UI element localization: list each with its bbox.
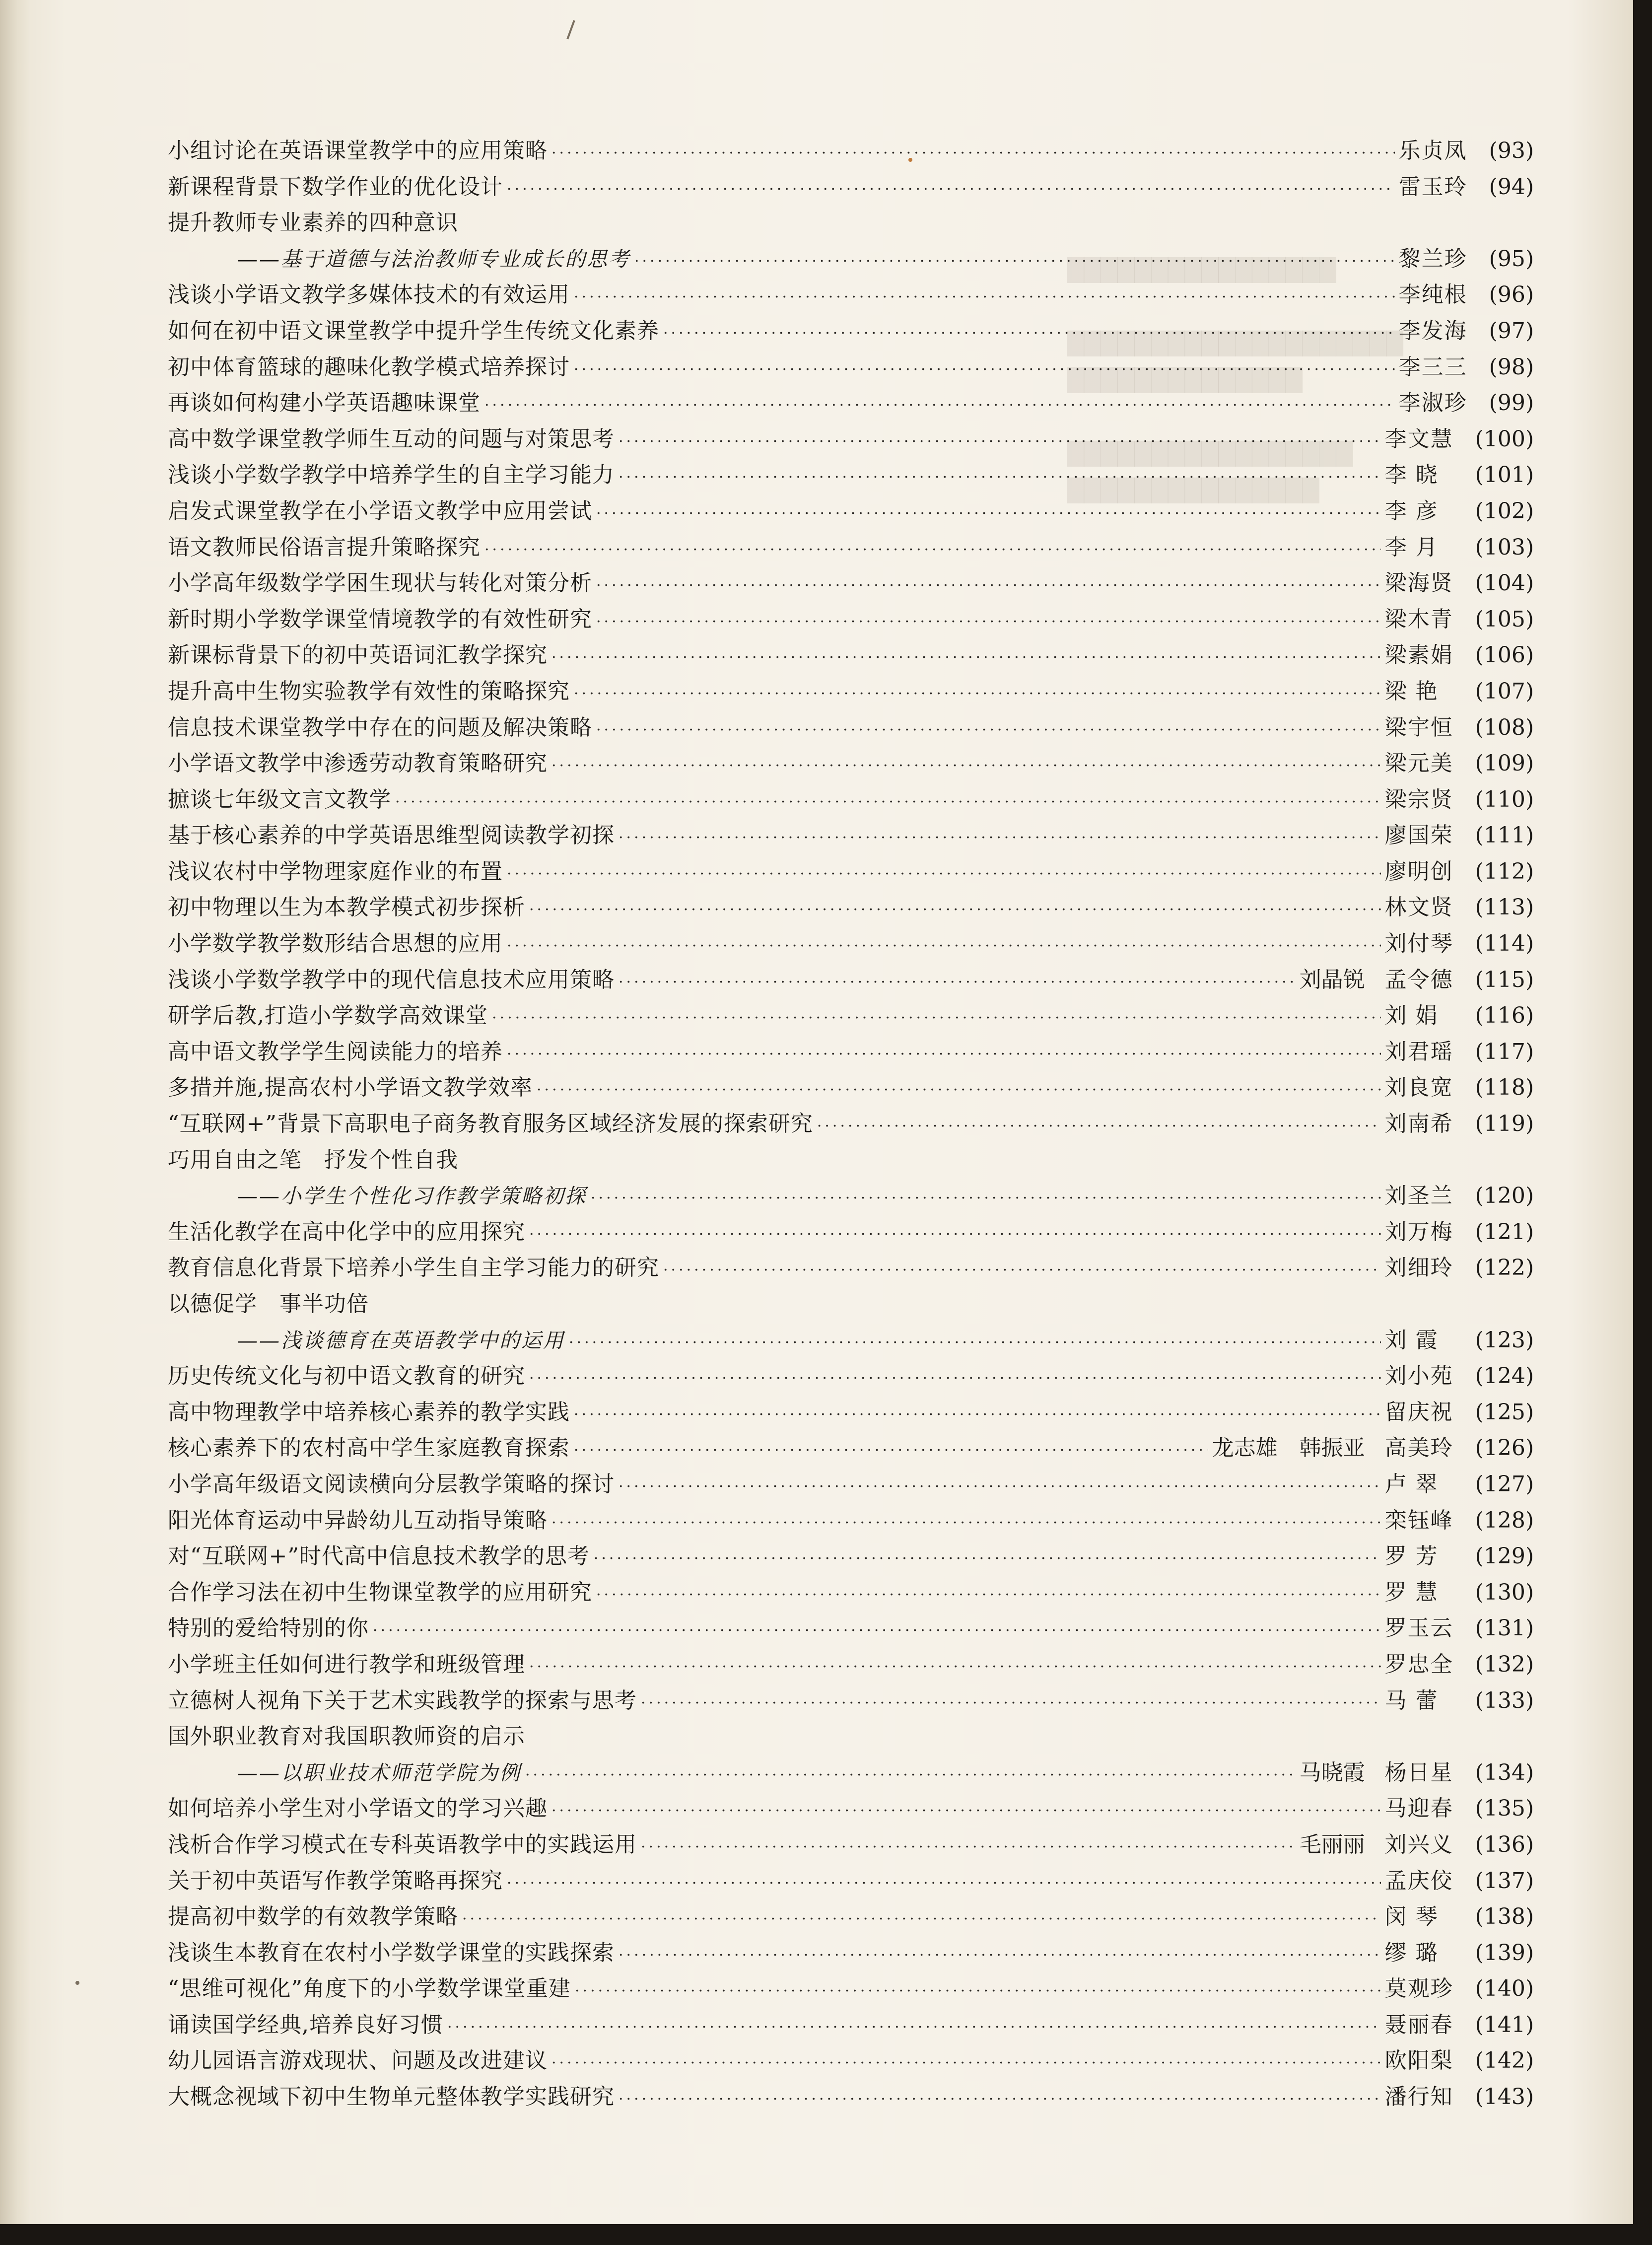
- entry-page-number: (124): [1475, 1363, 1534, 1389]
- entry-title: 摭谈七年级文言文教学: [168, 786, 391, 812]
- toc-entry: [168, 421, 1534, 458]
- entry-title: 关于初中英语写作教学策略再探究: [168, 1868, 503, 1894]
- entry-title: 初中物理以生为本教学模式初步探析: [168, 895, 525, 920]
- entry-page-number: (141): [1475, 2012, 1534, 2037]
- entry-author: 李文慧: [1384, 426, 1453, 452]
- dot-leader: [484, 388, 1395, 424]
- entry-author: 聂丽春: [1384, 2012, 1453, 2037]
- entry-title: 新课标背景下的初中英语词汇教学探究: [168, 642, 548, 668]
- entry-author: 马 蕾: [1384, 1687, 1439, 1713]
- dot-leader: [507, 1037, 1381, 1073]
- toc-entry: [168, 962, 1534, 998]
- toc-entry: [168, 1358, 1534, 1395]
- entry-title: 启发式课堂教学在小学语文教学中应用尝试: [168, 498, 592, 524]
- toc-entry: [168, 1575, 1534, 1611]
- entry-author: 李发海: [1398, 318, 1467, 344]
- entry-subtitle: ——浅谈德育在英语教学中的运用: [237, 1328, 565, 1352]
- dot-leader: [574, 1433, 1208, 1469]
- toc-entry: [168, 1430, 1534, 1467]
- entry-page-number: (106): [1475, 642, 1534, 668]
- toc-entry: [168, 1611, 1534, 1647]
- entry-author: 马迎春: [1384, 1796, 1453, 1822]
- toc-entry: [168, 350, 1534, 386]
- toc-entry: [168, 565, 1534, 602]
- entry-author: 莫观珍: [1384, 1976, 1453, 2002]
- toc-entry: [168, 2079, 1534, 2115]
- toc-entry: [168, 2043, 1534, 2079]
- entry-title: 以德促学 事半功倍: [168, 1291, 369, 1317]
- entry-title: 新课程背景下数学作业的优化设计: [168, 174, 503, 200]
- toc-entry: [168, 818, 1534, 854]
- entry-author: 刘兴义: [1384, 1831, 1453, 1857]
- entry-title: 浅析合作学习模式在专科英语教学中的实践运用: [168, 1831, 637, 1857]
- toc-entry: [168, 277, 1534, 313]
- dot-leader: [619, 460, 1381, 496]
- toc-subtitle-row: [168, 1178, 1534, 1214]
- entry-author: 孟令德: [1384, 967, 1453, 992]
- entry-page-number: (93): [1489, 138, 1534, 163]
- entry-author: 梁 艳: [1384, 678, 1439, 704]
- dot-leader: [663, 1253, 1381, 1289]
- entry-page-number: (102): [1475, 498, 1534, 524]
- dot-leader: [537, 1072, 1381, 1109]
- dot-leader: [462, 1901, 1381, 1938]
- entry-title: 初中体育篮球的趣味化教学模式培养探讨: [168, 354, 570, 380]
- entry-author: 雷玉玲: [1398, 174, 1467, 200]
- entry-author: 欧阳梨: [1384, 2048, 1453, 2074]
- entry-page-number: (143): [1475, 2084, 1534, 2110]
- entry-page-number: (112): [1475, 858, 1534, 884]
- entry-page-number: (122): [1475, 1255, 1534, 1281]
- dot-leader: [373, 1613, 1381, 1649]
- dot-leader: [619, 424, 1381, 460]
- entry-page-number: (131): [1475, 1615, 1534, 1641]
- toc-entry: [168, 1034, 1534, 1070]
- entry-page-number: (110): [1475, 786, 1534, 812]
- toc-entry: [168, 1214, 1534, 1251]
- entry-title: 历史传统文化与初中语文教育的研究: [168, 1363, 525, 1389]
- entry-title: 巧用自由之笔 抒发个性自我: [168, 1147, 458, 1173]
- dot-leader: [574, 352, 1395, 388]
- toc-entry: [168, 710, 1534, 746]
- entry-page-number: (140): [1475, 1976, 1534, 2002]
- dot-leader: [529, 1217, 1381, 1253]
- entry-page-number: (104): [1475, 570, 1534, 596]
- dot-leader: [619, 965, 1296, 1001]
- dot-leader: [484, 532, 1381, 568]
- entry-title: 高中物理教学中培养核心素养的教学实践: [168, 1399, 570, 1425]
- entry-page-number: (128): [1475, 1507, 1534, 1533]
- entry-author: 刘万梅: [1384, 1219, 1453, 1245]
- toc-entry: [168, 1106, 1534, 1142]
- toc-subtitle-row: [168, 1755, 1534, 1791]
- entry-author: 李淑珍: [1398, 390, 1467, 416]
- entry-title: 小学语文教学中渗透劳动教育策略研究: [168, 751, 548, 776]
- dot-leader: [619, 820, 1381, 856]
- dot-leader: [574, 1397, 1381, 1433]
- entry-title: 再谈如何构建小学英语趣味课堂: [168, 390, 481, 416]
- toc-entry: [168, 1250, 1534, 1286]
- entry-title: 高中语文教学学生阅读能力的培养: [168, 1039, 503, 1064]
- dot-leader: [596, 496, 1381, 532]
- dot-leader: [596, 604, 1381, 640]
- entry-page-number: (121): [1475, 1219, 1534, 1245]
- dot-leader: [817, 1109, 1381, 1145]
- entry-title: 浅谈小学数学教学中的现代信息技术应用策略: [168, 967, 615, 992]
- dot-leader: [551, 1793, 1381, 1829]
- entry-author: 卢 翠: [1384, 1471, 1439, 1497]
- entry-page-number: (134): [1475, 1759, 1534, 1785]
- bleed-through-text: ████████████████ ████████████████████ ██████████████ █████████████████ ███████████████: [1067, 258, 1403, 503]
- entry-page-number: (114): [1475, 931, 1534, 957]
- entry-page-number: (130): [1475, 1579, 1534, 1605]
- toc-entry: [168, 457, 1534, 493]
- dot-leader: [447, 2010, 1381, 2046]
- toc-entry: [168, 674, 1534, 710]
- entry-title: 浅谈小学语文教学多媒体技术的有效运用: [168, 282, 570, 308]
- entry-page-number: (136): [1475, 1831, 1534, 1857]
- dot-leader: [551, 136, 1395, 172]
- toc-entry: [168, 602, 1534, 638]
- toc-entry: [168, 637, 1534, 674]
- entry-title: 阳光体育运动中异龄幼儿互动指导策略: [168, 1507, 548, 1533]
- entry-author: 高美玲: [1384, 1435, 1453, 1461]
- entry-title: 小学数学教学数形结合思想的应用: [168, 931, 503, 957]
- entry-page-number: (107): [1475, 678, 1534, 704]
- entry-title: 国外职业教育对我国职教师资的启示: [168, 1724, 525, 1750]
- entry-author: 李纯根: [1398, 282, 1467, 308]
- toc-subtitle-row: [168, 1323, 1534, 1359]
- entry-author: 梁海贤: [1384, 570, 1453, 596]
- toc-entry: [168, 1827, 1534, 1863]
- entry-title: “思维可视化”角度下的小学数学课堂重建: [168, 1976, 571, 2002]
- pen-mark: [566, 20, 575, 40]
- dot-leader: [529, 892, 1381, 928]
- entry-author: 梁宗贤: [1384, 786, 1453, 812]
- entry-author: 李 月: [1384, 534, 1439, 560]
- entry-author: 罗玉云: [1384, 1615, 1453, 1641]
- entry-author: 缪 璐: [1384, 1940, 1439, 1965]
- entry-author: 刘南希: [1384, 1111, 1453, 1137]
- entry-page-number: (97): [1489, 318, 1534, 344]
- entry-author: 孟庆佼: [1384, 1868, 1453, 1894]
- dot-leader: [575, 1973, 1381, 2010]
- dot-leader: [507, 856, 1381, 893]
- dot-leader: [574, 676, 1381, 712]
- entry-page-number: (127): [1475, 1471, 1534, 1497]
- entry-author: 梁元美: [1384, 751, 1453, 776]
- entry-author: 刘细玲: [1384, 1255, 1453, 1281]
- entry-page-number: (116): [1475, 1003, 1534, 1029]
- dot-leader: [525, 1757, 1296, 1794]
- entry-author: 刘良宽: [1384, 1075, 1453, 1101]
- entry-author: 闵 琴: [1384, 1904, 1439, 1930]
- entry-subtitle: ——以职业技术师范学院为例: [237, 1760, 521, 1785]
- entry-author: 林文贤: [1384, 895, 1453, 920]
- entry-title: 特别的爱给特别的你: [168, 1615, 369, 1641]
- dot-leader: [619, 2082, 1381, 2118]
- dot-leader: [596, 712, 1381, 749]
- dot-leader: [507, 172, 1395, 208]
- toc-heading-row: [168, 205, 1534, 241]
- dot-leader: [594, 1541, 1381, 1577]
- ink-speck: [908, 158, 912, 162]
- entry-title: 小组讨论在英语课堂教学中的应用策略: [168, 138, 548, 163]
- table-of-contents: [168, 133, 1534, 2115]
- entry-title: 核心素养下的农村高中学生家庭教育探索: [168, 1435, 570, 1461]
- toc-heading-row: [168, 1142, 1534, 1179]
- entry-page-number: (99): [1489, 390, 1534, 416]
- dot-leader: [663, 316, 1395, 352]
- toc-entry: [168, 998, 1534, 1034]
- entry-page-number: (142): [1475, 2048, 1534, 2074]
- entry-title: 小学高年级语文阅读横向分层教学策略的探讨: [168, 1471, 615, 1497]
- toc-entry: [168, 1683, 1534, 1719]
- dot-leader: [395, 784, 1381, 821]
- entry-title: 信息技术课堂教学中存在的问题及解决策略: [168, 714, 592, 740]
- entry-page-number: (126): [1475, 1435, 1534, 1461]
- dot-leader: [619, 1938, 1381, 1974]
- entry-subtitle: ——基于道德与法治教师专业成长的思考: [237, 247, 630, 271]
- toc-entry: [168, 493, 1534, 530]
- entry-title: 提升高中生物实验教学有效性的策略探究: [168, 678, 570, 704]
- entry-author: 刘圣兰: [1384, 1183, 1453, 1209]
- entry-title: 基于核心素养的中学英语思维型阅读教学初探: [168, 823, 615, 848]
- toc-entry: [168, 1899, 1534, 1935]
- entry-coauthor: 龙志雄 韩振亚: [1212, 1435, 1365, 1461]
- toc-entry: [168, 313, 1534, 350]
- entry-author: 刘付琴: [1384, 931, 1453, 957]
- entry-author: 罗 芳: [1384, 1543, 1439, 1569]
- entry-page-number: (117): [1475, 1039, 1534, 1064]
- dot-leader: [634, 244, 1395, 280]
- toc-entry: [168, 1791, 1534, 1827]
- entry-title: 生活化教学在高中化学中的应用探究: [168, 1219, 525, 1245]
- dot-leader: [641, 1829, 1296, 1866]
- entry-title: 新时期小学数学课堂情境教学的有效性研究: [168, 606, 592, 632]
- entry-title: 浅谈小学数学教学中培养学生的自主学习能力: [168, 462, 615, 488]
- entry-title: 对“互联网+”时代高中信息技术教学的思考: [168, 1543, 590, 1569]
- entry-author: 罗忠全: [1384, 1651, 1453, 1677]
- entry-author: 李 晓: [1384, 462, 1439, 488]
- dot-leader: [641, 1685, 1381, 1722]
- toc-entry: [168, 782, 1534, 818]
- dot-leader: [596, 1577, 1381, 1614]
- dot-leader: [551, 2045, 1381, 2082]
- entry-page-number: (123): [1475, 1327, 1534, 1353]
- entry-page-number: (135): [1475, 1796, 1534, 1822]
- toc-entry: [168, 1467, 1534, 1503]
- entry-page-number: (103): [1475, 534, 1534, 560]
- entry-title: 提高初中数学的有效教学策略: [168, 1904, 458, 1930]
- entry-title: 研学后教,打造小学数学高效课堂: [168, 1003, 488, 1029]
- entry-title: 小学高年级数学学困生现状与转化对策分析: [168, 570, 592, 596]
- toc-entry: [168, 1647, 1534, 1683]
- entry-page-number: (108): [1475, 714, 1534, 740]
- entry-page-number: (139): [1475, 1940, 1534, 1965]
- toc-subtitle-row: [168, 241, 1534, 278]
- entry-author: 刘 娟: [1384, 1003, 1439, 1029]
- entry-author: 刘小苑: [1384, 1363, 1453, 1389]
- dot-leader: [529, 1649, 1381, 1685]
- toc-entry: [168, 530, 1534, 566]
- entry-title: 诵读国学经典,培养良好习惯: [168, 2012, 443, 2037]
- entry-title: 立德树人视角下关于艺术实践教学的探索与思考: [168, 1687, 637, 1713]
- dot-leader: [551, 640, 1381, 676]
- entry-title: 如何培养小学生对小学语文的学习兴趣: [168, 1796, 548, 1822]
- toc-entry: [168, 854, 1534, 890]
- entry-author: 杨日星: [1384, 1759, 1453, 1785]
- entry-author: 刘 霞: [1384, 1327, 1439, 1353]
- entry-page-number: (118): [1475, 1075, 1534, 1101]
- entry-author: 乐贞凤: [1398, 138, 1467, 163]
- dot-leader: [551, 1505, 1381, 1542]
- entry-title: 提升教师专业素养的四种意识: [168, 210, 458, 236]
- entry-page-number: (98): [1489, 354, 1534, 380]
- entry-title: 语文教师民俗语言提升策略探究: [168, 534, 481, 560]
- toc-heading-row: [168, 1719, 1534, 1755]
- entry-page-number: (109): [1475, 751, 1534, 776]
- entry-page-number: (115): [1475, 967, 1534, 992]
- dot-leader: [507, 928, 1381, 965]
- entry-author: 栾钰峰: [1384, 1507, 1453, 1533]
- paper-dot: [75, 1981, 79, 1985]
- entry-coauthor: 马晓霞: [1299, 1759, 1365, 1785]
- toc-entry: [168, 890, 1534, 926]
- toc-entry: [168, 169, 1534, 206]
- dot-leader: [596, 568, 1381, 604]
- toc-entry: [168, 746, 1534, 782]
- entry-coauthor: 毛丽丽: [1299, 1831, 1365, 1857]
- entry-title: 合作学习法在初中生物课堂教学的应用研究: [168, 1579, 592, 1605]
- entry-page-number: (101): [1475, 462, 1534, 488]
- entry-page-number: (138): [1475, 1904, 1534, 1930]
- entry-title: 浅议农村中学物理家庭作业的布置: [168, 858, 503, 884]
- entry-title: 高中数学课堂教学师生互动的问题与对策思考: [168, 426, 615, 452]
- entry-page-number: (96): [1489, 282, 1534, 308]
- entry-author: 廖明创: [1384, 858, 1453, 884]
- toc-heading-row: [168, 1286, 1534, 1323]
- toc-entry: [168, 1935, 1534, 1971]
- entry-title: 幼儿园语言游戏现状、问题及改进建议: [168, 2048, 548, 2074]
- entry-title: “互联网+”背景下高职电子商务教育服务区域经济发展的探索研究: [168, 1111, 813, 1137]
- toc-entry: [168, 1539, 1534, 1575]
- dot-leader: [619, 1469, 1381, 1505]
- dot-leader: [574, 280, 1395, 316]
- entry-author: 李三三: [1398, 354, 1467, 380]
- entry-page-number: (100): [1475, 426, 1534, 452]
- entry-page-number: (120): [1475, 1183, 1534, 1209]
- toc-entry: [168, 1395, 1534, 1431]
- dot-leader: [492, 1000, 1381, 1037]
- entry-coauthor: 刘晶锐: [1299, 967, 1365, 992]
- entry-page-number: (133): [1475, 1687, 1534, 1713]
- toc-entry: [168, 926, 1534, 962]
- entry-page-number: (111): [1475, 823, 1534, 848]
- dot-leader: [569, 1325, 1381, 1361]
- entry-page-number: (129): [1475, 1543, 1534, 1569]
- entry-page-number: (113): [1475, 895, 1534, 920]
- dot-leader: [507, 1866, 1381, 1902]
- toc-entry: [168, 1971, 1534, 2007]
- entry-author: 潘行知: [1384, 2084, 1453, 2110]
- dot-leader: [591, 1181, 1381, 1217]
- entry-author: 刘君瑶: [1384, 1039, 1453, 1064]
- dot-leader: [529, 1361, 1381, 1397]
- entry-author: 梁宇恒: [1384, 714, 1453, 740]
- entry-page-number: (132): [1475, 1651, 1534, 1677]
- entry-title: 教育信息化背景下培养小学生自主学习能力的研究: [168, 1255, 659, 1281]
- toc-entry: [168, 1863, 1534, 1899]
- toc-entry: [168, 2007, 1534, 2043]
- entry-author: 梁素娟: [1384, 642, 1453, 668]
- toc-entry: [168, 1503, 1534, 1539]
- entry-subtitle: ——小学生个性化习作教学策略初探: [237, 1184, 587, 1208]
- toc-entry: [168, 133, 1534, 169]
- entry-author: 李 彦: [1384, 498, 1439, 524]
- entry-page-number: (119): [1475, 1111, 1534, 1137]
- toc-entry: [168, 1070, 1534, 1106]
- entry-title: 多措并施,提高农村小学语文教学效率: [168, 1075, 533, 1101]
- entry-page-number: (94): [1489, 174, 1534, 200]
- entry-title: 大概念视域下初中生物单元整体教学实践研究: [168, 2084, 615, 2110]
- entry-page-number: (105): [1475, 606, 1534, 632]
- entry-author: 留庆祝: [1384, 1399, 1453, 1425]
- entry-author: 罗 慧: [1384, 1579, 1439, 1605]
- entry-page-number: (125): [1475, 1399, 1534, 1425]
- entry-author: 廖国荣: [1384, 823, 1453, 848]
- entry-title: 如何在初中语文课堂教学中提升学生传统文化素养: [168, 318, 659, 344]
- entry-author: 梁木青: [1384, 606, 1453, 632]
- toc-entry: [168, 385, 1534, 421]
- dot-leader: [551, 748, 1381, 784]
- entry-title: 小学班主任如何进行教学和班级管理: [168, 1651, 525, 1677]
- entry-author: 黎兰珍: [1398, 246, 1467, 272]
- entry-title: 浅谈生本教育在农村小学数学课堂的实践探索: [168, 1940, 615, 1965]
- entry-page-number: (95): [1489, 246, 1534, 272]
- entry-page-number: (137): [1475, 1868, 1534, 1894]
- page-spine-shadow: [0, 0, 30, 2224]
